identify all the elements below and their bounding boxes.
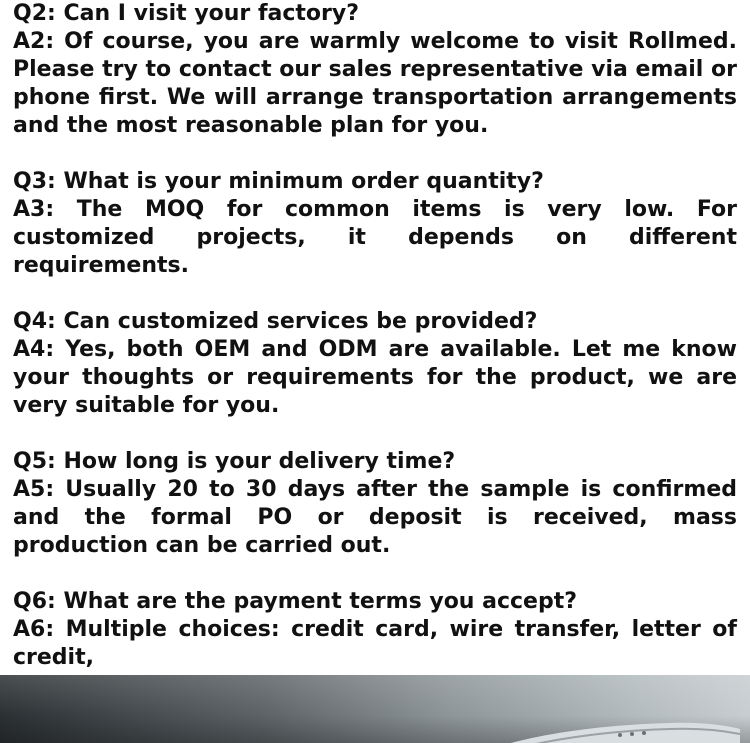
faq-item-q4 bbox=[13, 308, 737, 420]
faq-item-q6 bbox=[13, 588, 737, 672]
faq-answer: A6: Multiple choices: credit card, wire transfer, letter of credit, bbox=[13, 617, 737, 670]
aircraft-icon bbox=[480, 713, 740, 743]
faq-answer: A5: Usually 20 to 30 days after the sample is confirmed and the formal PO or deposit is received, mass production can be carried out. bbox=[13, 477, 737, 558]
faq-section bbox=[13, 0, 737, 700]
faq-question: Q2: Can I visit your factory? bbox=[13, 1, 359, 26]
brand-name: Rollmed bbox=[627, 29, 729, 54]
faq-question: Q3: What is your minimum order quantity? bbox=[13, 169, 544, 194]
faq-answer: A3: The MOQ for common items is very low. For customized projects, it depends on different requirements. bbox=[13, 197, 737, 278]
faq-question: Q6: What are the payment terms you accept? bbox=[13, 589, 578, 614]
faq-question: Q5: How long is your delivery time? bbox=[13, 449, 456, 474]
faq-item-q3 bbox=[13, 168, 737, 280]
banner-image bbox=[0, 675, 750, 743]
faq-answer bbox=[13, 28, 737, 140]
faq-answer: A4: Yes, both OEM and ODM are available. Let me know your thoughts or requirements for the product, we are very suitable for you. bbox=[13, 337, 737, 418]
faq-item-q5 bbox=[13, 448, 737, 560]
faq-answer-text: . Please try to contact our sales representative via email or phone first. We will arrange transportation arrangements and the most reasonable plan for you. bbox=[13, 29, 737, 138]
faq-answer-text: A2: Of course, you are warmly welcome to visit bbox=[13, 29, 628, 54]
faq-item-q2 bbox=[13, 0, 737, 140]
faq-question: Q4: Can customized services be provided? bbox=[13, 309, 538, 334]
